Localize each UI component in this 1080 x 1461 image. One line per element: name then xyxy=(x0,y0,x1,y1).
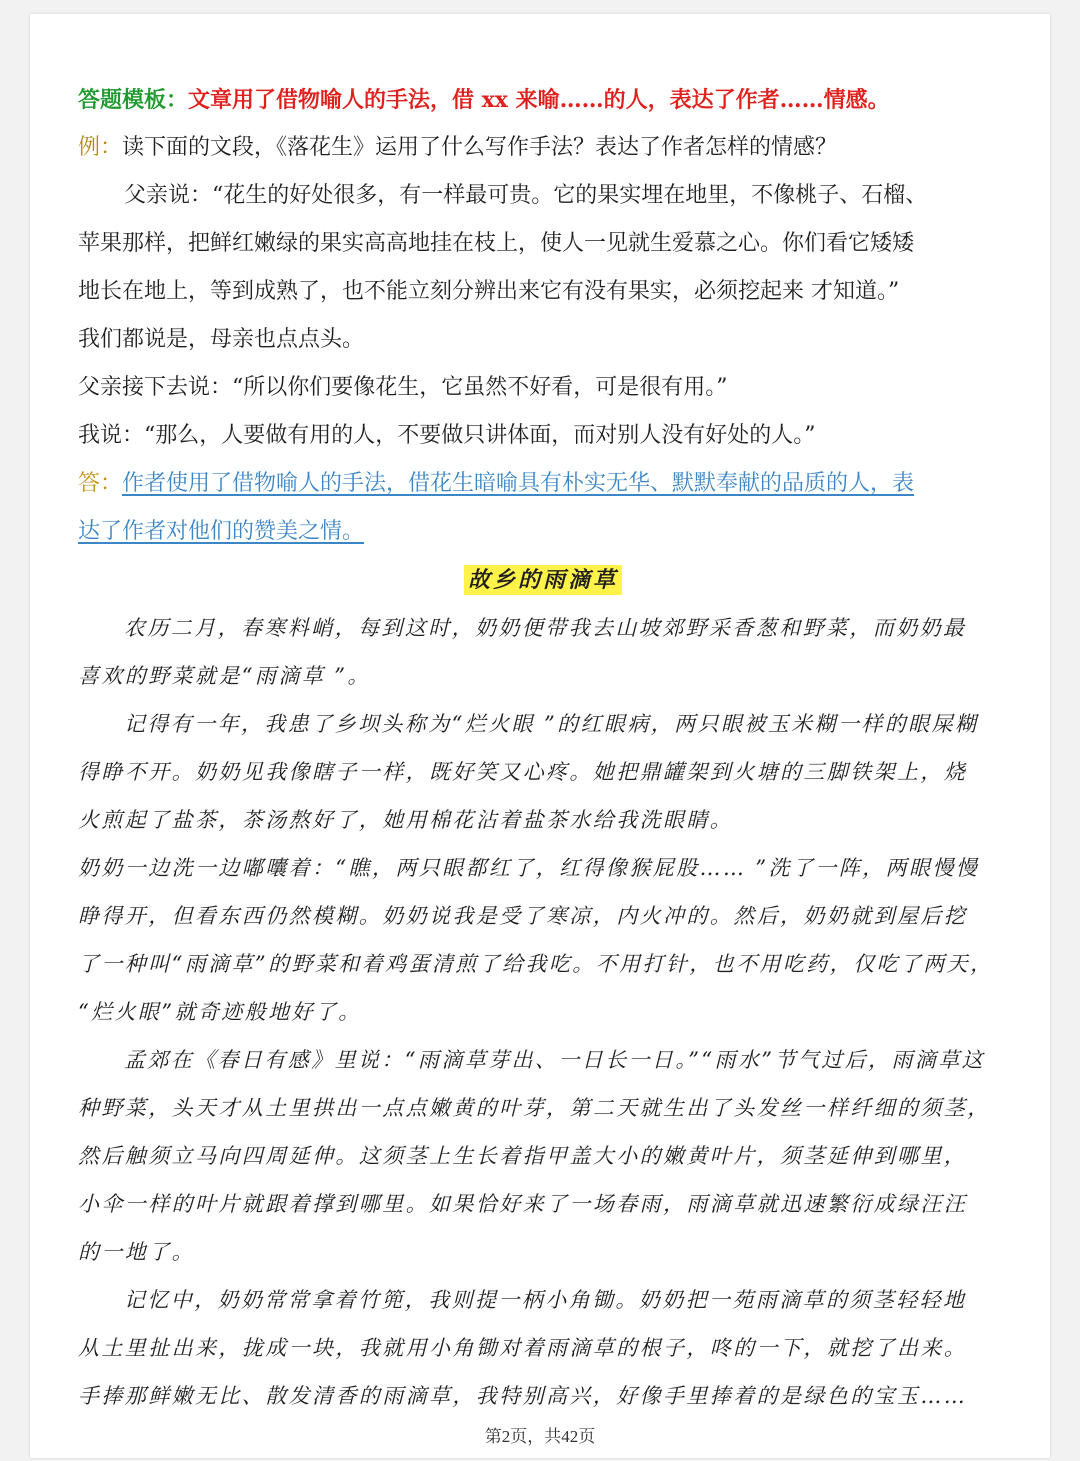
story-line: 手捧那鲜嫩无比、散发清香的雨滴草，我特别高兴，好像手里捧着的是绿色的宝玉…… xyxy=(78,1384,968,1408)
story-line: 孟郊在《春日有感》里说：“雨滴草芽出、一日长一日。”“雨水”节气过后，雨滴草这 xyxy=(124,1048,986,1072)
story-line: 喜欢的野菜就是“雨滴草 ”。 xyxy=(78,664,371,688)
story-line: 然后触须立马向四周延伸。这须茎上生长着指甲盖大小的嫩黄叶片，须茎延伸到哪里， xyxy=(78,1144,968,1168)
story-line: 小伞一样的叶片就跟着撑到哪里。如果恰好来了一场春雨，雨滴草就迅速繁衍成绿汪汪 xyxy=(78,1192,968,1216)
story-line: 从土里扯出来，拢成一块，我就用小角锄对着雨滴草的根子，咚的一下，就挖了出来。 xyxy=(78,1336,968,1360)
question-text: 读下面的文段，《落花生》运用了什么写作手法？表达了作者怎样的情感？ xyxy=(122,135,838,160)
example-label: 例： xyxy=(78,135,123,160)
document-page xyxy=(30,14,1050,1458)
story-line: 得睁不开。奶奶见我像瞎子一样，既好笑又心疼。她把鼎罐架到火塘的三脚铁架上，烧 xyxy=(78,760,968,784)
answer-continuation xyxy=(78,508,1008,556)
story-title xyxy=(78,556,1008,604)
passage-line: 苹果那样，把鲜红嫩绿的果实高高地挂在枝上，使人一见就生爱慕之心。你们看它矮矮 xyxy=(78,231,915,256)
story-line: “烂火眼”就奇迹般地好了。 xyxy=(78,1000,362,1024)
answer-template xyxy=(78,76,1008,124)
story-line: 奶奶一边洗一边嘟囔着：“瞧，两只眼都红了，红得像猴屁股…… ”洗了一阵，两眼慢慢 xyxy=(78,856,980,880)
passage-line: 父亲接下去说：“所以你们要像花生，它虽然不好看，可是很有用。” xyxy=(78,375,728,400)
page-content xyxy=(78,76,1008,1420)
passage-line: 我说：“那么，人要做有用的人，不要做只讲体面，而对别人没有好处的人。” xyxy=(78,423,816,448)
example-question xyxy=(78,124,1008,172)
story-line: 种野菜，头天才从土里拱出一点点嫩黄的叶芽，第二天就生出了头发丝一样纤细的须茎， xyxy=(78,1096,991,1120)
answer-label: 答： xyxy=(78,471,123,496)
passage-line: 地长在地上，等到成熟了，也不能立刻分辨出来它有没有果实，必须挖起来 才知道。” xyxy=(78,279,900,304)
answer-text: 作者使用了借物喻人的手法，借花生暗喻具有朴实无华、默默奉献的品质的人，表 xyxy=(122,471,915,496)
page-number: 第2页，共42页 xyxy=(484,1427,596,1446)
story-line: 了一种叫“雨滴草”的野菜和着鸡蛋清煎了给我吃。不用打针，也不用吃药，仅吃了两天， xyxy=(78,952,994,976)
story-line: 农历二月，春寒料峭，每到这时，奶奶便带我去山坡郊野采香葱和野菜，而奶奶最 xyxy=(124,616,967,640)
story-line: 记忆中，奶奶常常拿着竹篼，我则提一柄小角锄。奶奶把一苑雨滴草的须茎轻轻地 xyxy=(124,1288,967,1312)
passage-line: 我们都说是，母亲也点点头。 xyxy=(78,327,365,352)
answer-block xyxy=(78,460,1008,508)
story-line: 火煎起了盐茶，茶汤熬好了，她用棉花沾着盐茶水给我洗眼睛。 xyxy=(78,808,734,832)
template-text: 文章用了借物喻人的手法，借 xx 来喻……的人，表达了作者……情感。 xyxy=(188,87,890,113)
story-line: 记得有一年，我患了乡坝头称为“烂火眼 ”的红眼病，两只眼被玉米糊一样的眼屎糊 xyxy=(124,712,979,736)
story-title-text: 故乡的雨滴草 xyxy=(464,565,622,595)
answer-text: 达了作者对他们的赞美之情。 xyxy=(78,519,365,544)
story-line: 的一地了。 xyxy=(78,1240,195,1264)
story-line: 睁得开，但看东西仍然模糊。奶奶说我是受了寒凉，内火冲的。然后，奶奶就到屋后挖 xyxy=(78,904,968,928)
passage-line: 父亲说：“花生的好处很多，有一样最可贵。它的果实埋在地里，不像桃子、石榴、 xyxy=(124,183,928,208)
template-label: 答题模板： xyxy=(78,87,189,113)
